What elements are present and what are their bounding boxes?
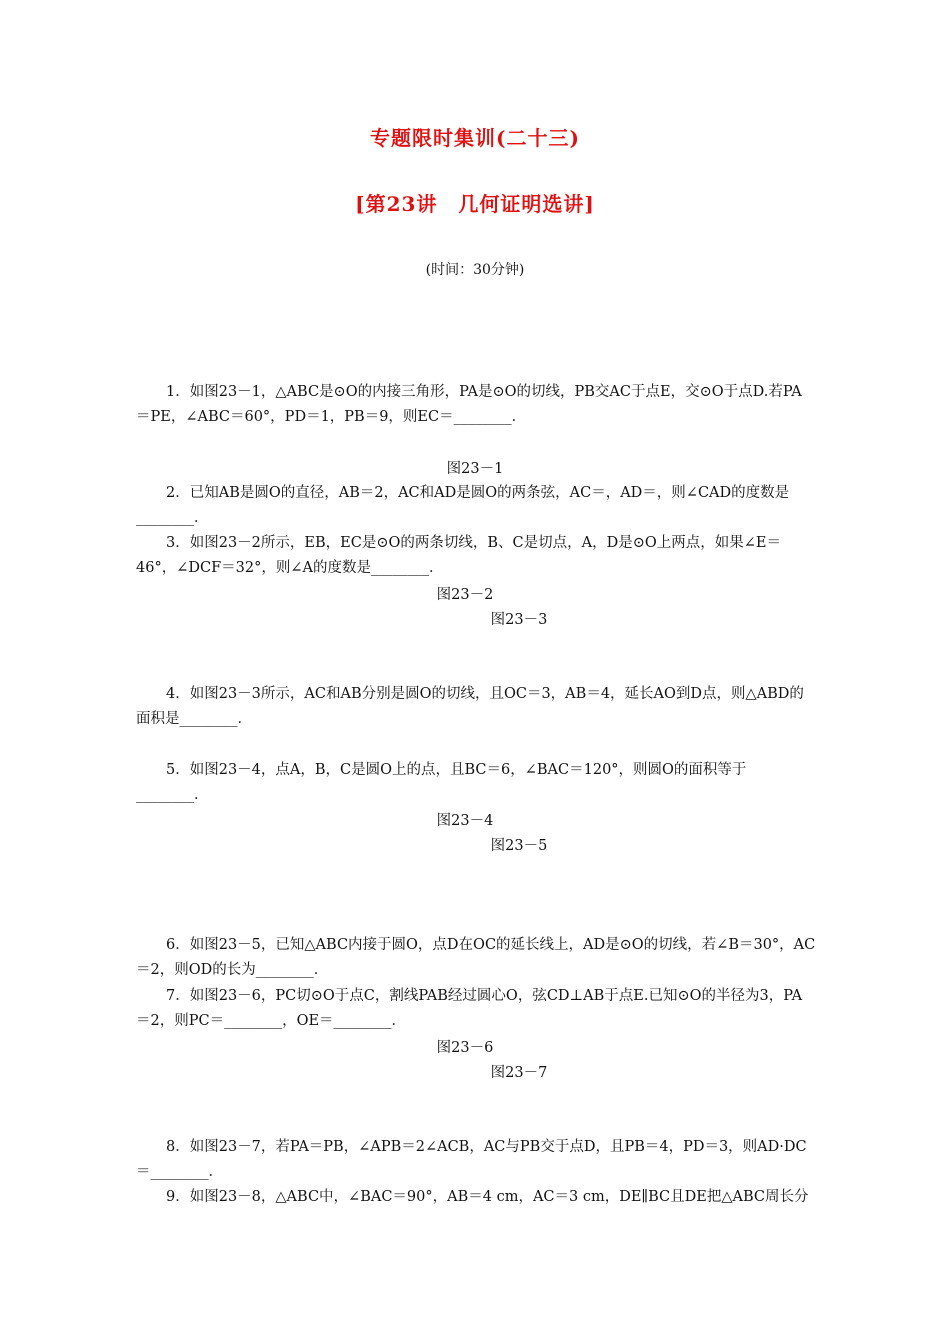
page-subtitle: [第23讲 几何证明选讲] bbox=[355, 192, 595, 216]
problem-5: 5．如图23－4，点A，B，C是圆O上的点，且BC＝6，∠BAC＝120°，则圆O的面积等于________． bbox=[136, 762, 747, 803]
figure-caption-23-1: 图23－1 bbox=[446, 461, 504, 477]
problem-9: 9．如图23－8，△ABC中，∠BAC＝90°，AB＝4 cm，AC＝3 cm，DE∥BC且DE把△ABC周长分 bbox=[166, 1189, 809, 1205]
figure-caption-23-4: 图23－4 bbox=[436, 813, 494, 829]
figure-caption-23-6: 图23－6 bbox=[436, 1040, 494, 1056]
problem-3: 3．如图23－2所示，EB，EC是⊙O的两条切线，B、C是切点，A，D是⊙O上两点，如果∠E＝46°，∠DCF＝32°，则∠A的度数是________． bbox=[136, 535, 781, 576]
problem-2: 2．已知AB是圆O的直径，AB＝2，AC和AD是圆O的两条弦，AC＝，AD＝，则∠CAD的度数是________． bbox=[136, 485, 790, 526]
problem-6: 6．如图23－5，已知△ABC内接于圆O，点D在OC的延长线上，AD是⊙O的切线，若∠B＝30°，AC＝2，则OD的长为________． bbox=[136, 937, 816, 978]
problem-1: 1．如图23－1，△ABC是⊙O的内接三角形，PA是⊙O的切线，PB交AC于点E，交⊙O于点D.若PA＝PE，∠ABC＝60°，PD＝1，PB＝9，则EC＝________． bbox=[136, 384, 802, 425]
figure-caption-23-7: 图23－7 bbox=[490, 1065, 548, 1081]
problem-4: 4．如图23－3所示，AC和AB分别是圆O的切线，且OC＝3，AB＝4，延长AO到D点，则△ABD的面积是________． bbox=[136, 686, 804, 727]
figure-caption-23-5: 图23－5 bbox=[490, 838, 548, 854]
problem-8: 8．如图23－7，若PA＝PB，∠APB＝2∠ACB，AC与PB交于点D，且PB＝4，PD＝3，则AD·DC＝________． bbox=[136, 1139, 807, 1180]
page-title: 专题限时集训(二十三) bbox=[370, 126, 580, 150]
time-limit: (时间：30分钟) bbox=[425, 262, 525, 278]
problem-7: 7．如图23－6，PC切⊙O于点C，割线PAB经过圆心O，弦CD⊥AB于点E.已知⊙O的半径为3，PA＝2，则PC＝________，OE＝________． bbox=[136, 988, 803, 1029]
figure-caption-23-3: 图23－3 bbox=[490, 612, 548, 628]
figure-caption-23-2: 图23－2 bbox=[436, 587, 494, 603]
